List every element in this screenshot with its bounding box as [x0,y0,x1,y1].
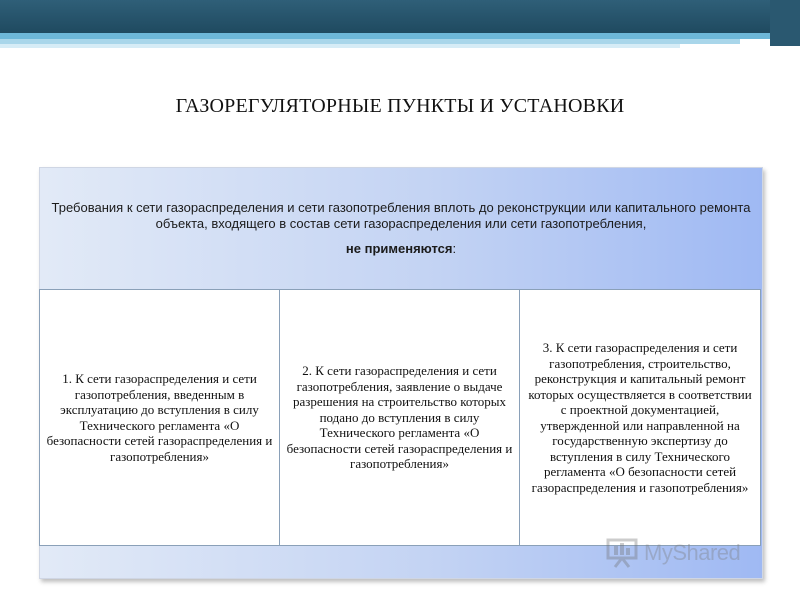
top-decor-bar [0,0,800,33]
column-item [39,289,280,546]
column-text: 2. К сети газораспределения и сети газопотребления, заявление о выдаче разрешения на строительство которых подано до вступления в силу Технического регламента «О безопасности сетей газораспределения и газопотребления» [286,363,513,472]
header-bold-text: не применяются [345,241,453,256]
top-decor-corner [770,0,800,46]
column-text: 3. К сети газораспределения и сети газопотребления, строительство, реконструкция и капитальный ремонт которых осуществляется в соответствии с проектной документацией, утвержденной или направленной на государственную экспертизу до вступления в силу Технического регламента «О безопасности сетей газораспределения и газопотребления» [528,340,752,495]
column-item [280,289,520,546]
presentation-icon [606,538,640,568]
columns-table [39,289,761,546]
header-text: Требования к сети газораспределения и сети газопотребления вплоть до реконструкции или капитального ремонта объекта, входящего в состав сети газораспределения или сети газопотребления, [51,200,751,231]
watermark-text: MyShared [644,540,741,565]
header-conclusion [45,241,757,256]
slide-title: ГАЗОРЕГУЛЯТОРНЫЕ ПУНКТЫ И УСТАНОВКИ [175,95,625,117]
column-item [520,289,761,546]
header-bold-suffix: : [452,241,457,256]
column-text: 1. К сети газораспределения и сети газопотребления, введенным в эксплуатацию до вступления в силу Технического регламента «О безопасности сетей газораспределения и газопотребления» [46,371,273,464]
watermark [606,538,740,568]
top-decor-stripe [0,44,680,48]
